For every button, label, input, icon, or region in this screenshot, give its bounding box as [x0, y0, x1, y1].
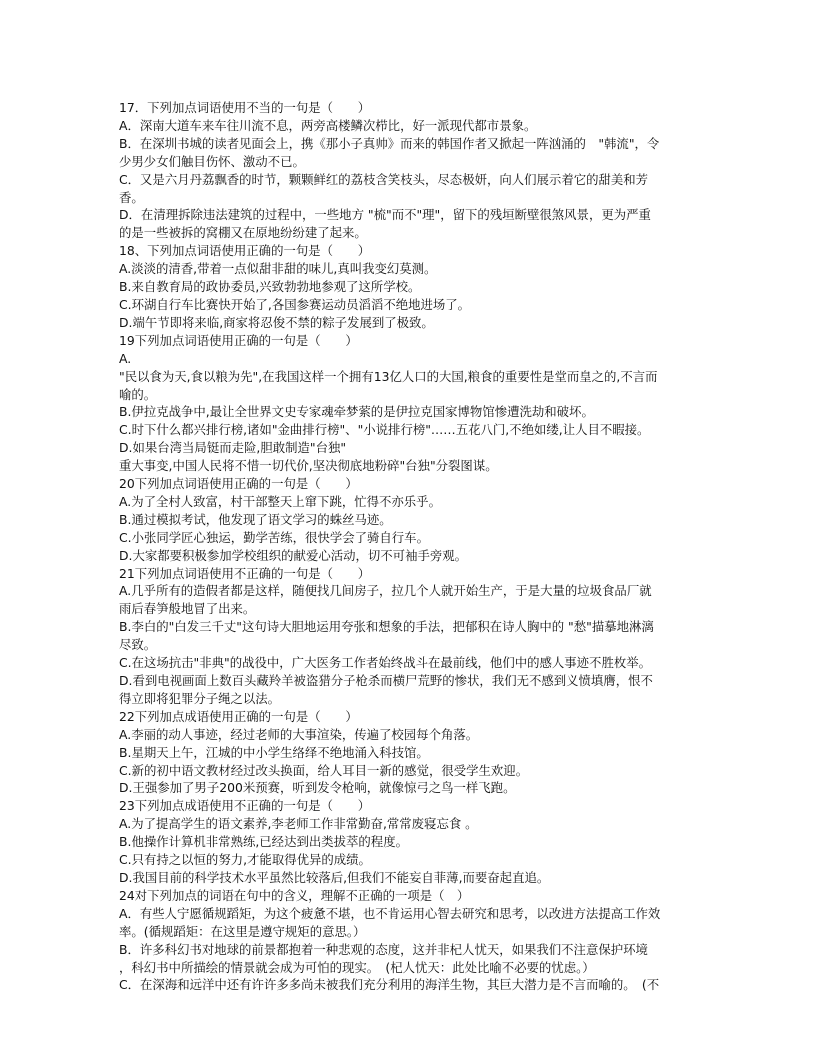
text-line: D．在清理拆除违法建筑的过程中，一些地方 "梳"而不"理"，留下的残垣断壁很煞风景，更为严重	[119, 207, 651, 223]
text-line: C.小张同学匠心独运，勤学苦练，很快学会了骑自行车。	[119, 529, 429, 545]
text-line: C.时下什么都兴排行榜,诸如"金曲排行榜"、"小说排行榜"……五花八门,不绝如缕,让人目不暇接。	[119, 422, 650, 438]
text-line: A.李丽的动人事迹，经过老师的大事渲染，传遍了校园每个角落。	[119, 726, 479, 742]
text-line: D.看到电视画面上数百头藏羚羊被盗猎分子枪杀而横尸荒野的惨状，我们无不感到义愤填膺，恨不	[119, 673, 653, 688]
text-line: C.在这场抗击"非典"的战役中，广大医务工作者始终战斗在最前线，他们中的感人事迹不胜枚举。	[119, 655, 652, 671]
text-line: 得立即将犯罪分子绳之以法。	[119, 690, 281, 706]
text-line: A.为了全村人致富，村干部整天上窜下跳，忙得不亦乐乎。	[119, 493, 441, 509]
text-line: 20下列加点词语使用正确的一句是（ ）	[119, 476, 358, 492]
text-line: A．深南大道车来车往川流不息，两旁高楼鳞次栉比，好一派现代都市景象。	[119, 117, 537, 133]
text-line: 喻的。	[119, 386, 157, 402]
text-line: D.如果台湾当局铤而走险,胆敢制造"台独"	[119, 440, 347, 456]
text-line: 24对下列加点的词语在句中的含义，理解不正确的一项是（ ）	[119, 887, 470, 903]
text-line: 的是一些被拆的窝棚又在原地纷纷建了起来。	[119, 225, 367, 241]
text-line: 率。(循规蹈矩：在这里是遵守规矩的意思。）	[119, 923, 366, 939]
text-line: ，科幻书中所描绘的情景就会成为可怕的现实。 (杞人忧天：此处比喻不必要的忧虑。）	[119, 959, 595, 975]
text-line: 19下列加点词语使用正确的一句是（ ）	[119, 332, 358, 348]
text-line: B.星期天上午，江城的中小学生络绎不绝地涌入科技馆。	[119, 744, 429, 760]
document-page	[119, 99, 690, 994]
text-line: B.李白的"白发三千丈"这句诗大胆地运用夸张和想象的手法，把郁积在诗人胸中的 "愁"描摹地淋漓	[119, 619, 654, 635]
text-line: A.淡淡的清香,带着一点似甜非甜的味儿,真叫我变幻莫测。	[119, 261, 437, 277]
text-line: C．又是六月丹荔飘香的时节，颗颗鲜红的荔枝含笑枝头，尽态极妍，向人们展示着它的甜美和芳	[119, 171, 649, 187]
text-line: A.几乎所有的造假者都是这样，随便找几间房子，拉几个人就开始生产，于是大量的垃圾食品厂就	[119, 583, 652, 599]
text-line: B.伊拉克战争中,最让全世界文史专家魂牵梦萦的是伊拉克国家博物馆惨遭洗劫和破坏。	[119, 404, 594, 420]
text-line: A.为了提高学生的语文素养,李老师工作非常勤奋,常常废寝忘食 。	[119, 816, 478, 832]
text-line: B.他操作计算机非常熟练,已经达到出类拔萃的程度。	[119, 834, 408, 850]
text-line: C.新的初中语文教材经过改头换面，给人耳目一新的感觉，很受学生欢迎。	[119, 762, 529, 778]
text-line: D.端午节即将来临,商家将忍俊不禁的粽子发展到了极致。	[119, 314, 434, 330]
text-line: 22下列加点成语使用正确的一句是（ ）	[119, 708, 358, 724]
text-line: D.大家都要积极参加学校组织的献爱心活动，切不可袖手旁观。	[119, 547, 468, 563]
text-line: 尽致。	[119, 637, 157, 653]
text-line: D.我国目前的科学技术水平虽然比较落后,但我们不能妄自菲薄,而要奋起直追。	[119, 869, 550, 885]
text-line: "民以食为天,食以粮为先",在我国这样一个拥有13亿人口的大国,粮食的重要性是堂而皇之的,不言而	[119, 368, 658, 384]
text-line: 21下列加点词语使用不正确的一句是（ ）	[119, 565, 371, 581]
text-line: 17．下列加点词语使用不当的一句是（ ）	[119, 100, 371, 115]
text-line: C.只有持之以恒的努力,才能取得优异的成绩。	[119, 852, 371, 868]
text-line: B．许多科幻书对地球的前景都抱着一种悲观的态度，这并非杞人忧天，如果我们不注意保护环境	[119, 941, 648, 957]
text-line: B.通过模拟考试，他发现了语文学习的蛛丝马迹。	[119, 511, 392, 527]
text-line: 23下列加点成语使用不正确的一句是（ ）	[119, 798, 371, 814]
text-line: 少男少女们触目伤怀、激动不已。	[119, 153, 305, 169]
text-line: 重大事变,中国人民将不惜一切代价,坚决彻底地粉碎"台独"分裂图谋。	[119, 458, 498, 474]
text-line: B.来自教育局的政协委员,兴致勃勃地参观了这所学校。	[119, 279, 421, 295]
text-line: C．在深海和远洋中还有许许多多尚未被我们充分利用的海洋生物，其巨大潜力是不言而喻的。 (不	[119, 977, 660, 993]
text-line: C.环湖自行车比赛快开始了,各国参赛运动员滔滔不绝地进场了。	[119, 296, 471, 312]
text-line: B．在深圳书城的读者见面会上，携《那小子真帅》而来的韩国作者又掀起一阵汹涌的 "韩流"，令	[119, 135, 660, 151]
text-line: 雨后春笋般地冒了出来。	[119, 601, 256, 617]
text-line: 香。	[119, 189, 144, 205]
text-line: D.王强参加了男子200米预赛，听到发令枪响，就像惊弓之鸟一样飞跑。	[119, 780, 516, 796]
text-line: A.	[119, 350, 132, 366]
text-line: A．有些人宁愿循规蹈矩，为这个疲惫不堪，也不肯运用心智去研究和思考，以改进方法提高工作效	[119, 905, 661, 921]
text-line: 18、下列加点词语使用正确的一句是（ ）	[119, 243, 371, 259]
